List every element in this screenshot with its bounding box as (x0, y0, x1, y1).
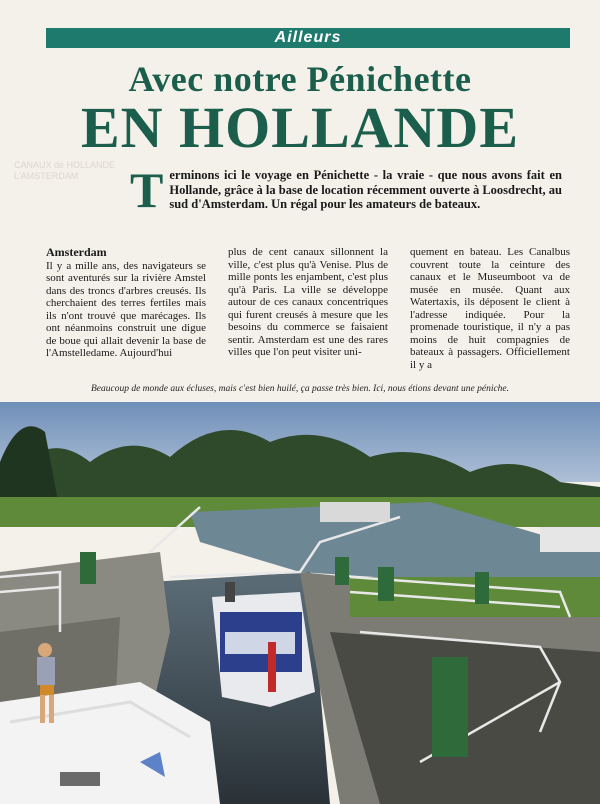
column-1 (46, 246, 206, 374)
drop-cap: T (130, 162, 164, 218)
ghost-line: L'AMSTERDAM (14, 171, 79, 181)
ghost-line: CANAUX de HOLLANDE (14, 160, 116, 170)
headline-line1: Avec notre Pénichette (128, 59, 472, 99)
column-3 (410, 246, 570, 374)
photo-illustration (0, 402, 600, 804)
show-through-text (14, 160, 115, 182)
photo-caption: Beaucoup de monde aux écluses, mais c'est bien huilé, ça passe très bien. Ici, nous étions devant une péniche. (90, 384, 510, 394)
column-2-text: plus de cent canaux sillonnent la ville, c'est plus qu'à Venise. Plus de mille ponts les enjambent, c'est plus qu'à Paris. La ville se développe autour de ces canaux concentriques qui furent creusés à mesure que les besoins du commerce se faisaient sentir. Amsterdam est une des rares villes que l'on peut visiter uni- (228, 246, 388, 358)
headline-line2: EN HOLLANDE (80, 95, 519, 160)
boat-right (540, 527, 600, 552)
lead-text: erminons ici le voyage en Pénichette - la vraie - que nous avons fait en Hollande, grâce à la base de location récemment ouverte à Loosdrecht, au sud d'Amsterdam. Un régal pour les amateurs de bateaux. (169, 168, 562, 211)
boat-distant (320, 502, 390, 522)
column-2 (228, 246, 388, 374)
section-banner: Ailleurs (46, 28, 570, 48)
lead-paragraph (130, 162, 562, 218)
boat-blue (212, 582, 315, 707)
subhead-amsterdam: Amsterdam (46, 246, 107, 259)
canal-lock-photo (0, 402, 600, 804)
column-3-text: quement en bateau. Les Canalbus couvrent toute la ceinture des canaux et le Museumboot va de musée en musée. Quant aux Watertaxis, ils déposent le client à l'adresse indiquée. Pour la promenade touristique, il n'y a pas moins de huit compagnies de bateaux à passagers. Officiellement il y a (410, 246, 570, 371)
column-1-text: Il y a mille ans, des navigateurs se sont aventurés sur la rivière Amstel dans des troncs d'arbres creusés. Ils cherchaient des terres fertiles mais ils n'ont trouvé que marécages. Ils ont néanmoins construit une digue de boue qui allait devenir la base de l'Amstelledame. Aujourd'hui (46, 259, 206, 359)
article-columns (46, 246, 570, 374)
